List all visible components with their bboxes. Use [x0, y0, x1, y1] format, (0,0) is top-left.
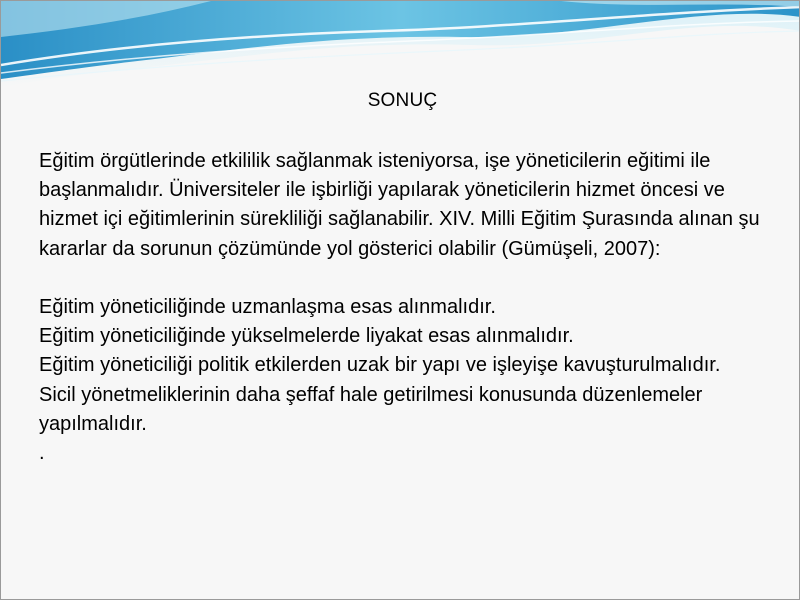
decision-item-3: Eğitim yöneticiliği politik etkilerden uzak bir yapı ve işleyişe kavuşturulmalıdır. [39, 354, 721, 377]
intro-paragraph: Eğitim örgütlerinde etkililik sağlanmak isteniyorsa, işe yöneticilerin eğitimi ile başlanmalıdır. Üniversiteler ile işbirliği yapılarak yöneticilerin hizmet öncesi ve hizmet içi eğitimlerinin sürekliliği sağlanabilir. XIV. Milli Eğitim Şurasında alınan şu kararlar da sorunun çözümünde yol gösterici olabilir (Gümüşeli, 2007): [39, 150, 760, 260]
slide-body [39, 147, 779, 468]
paragraph-gap [39, 264, 779, 293]
decision-item-2: Eğitim yöneticiliğinde yükselmelerde liyakat esas alınmalıdır. [39, 325, 574, 348]
decision-item-4: Sicil yönetmeliklerinin daha şeffaf hale getirilmesi konusunda düzenlemeler yapılmalıdır. [39, 383, 703, 435]
slide-title [1, 90, 800, 112]
trailing-period: . [39, 442, 45, 465]
slide-title-text: SONUÇ [367, 90, 438, 111]
wave-header-decoration [1, 1, 800, 101]
decision-item-1: Eğitim yöneticiliğinde uzmanlaşma esas alınmalıdır. [39, 296, 496, 318]
